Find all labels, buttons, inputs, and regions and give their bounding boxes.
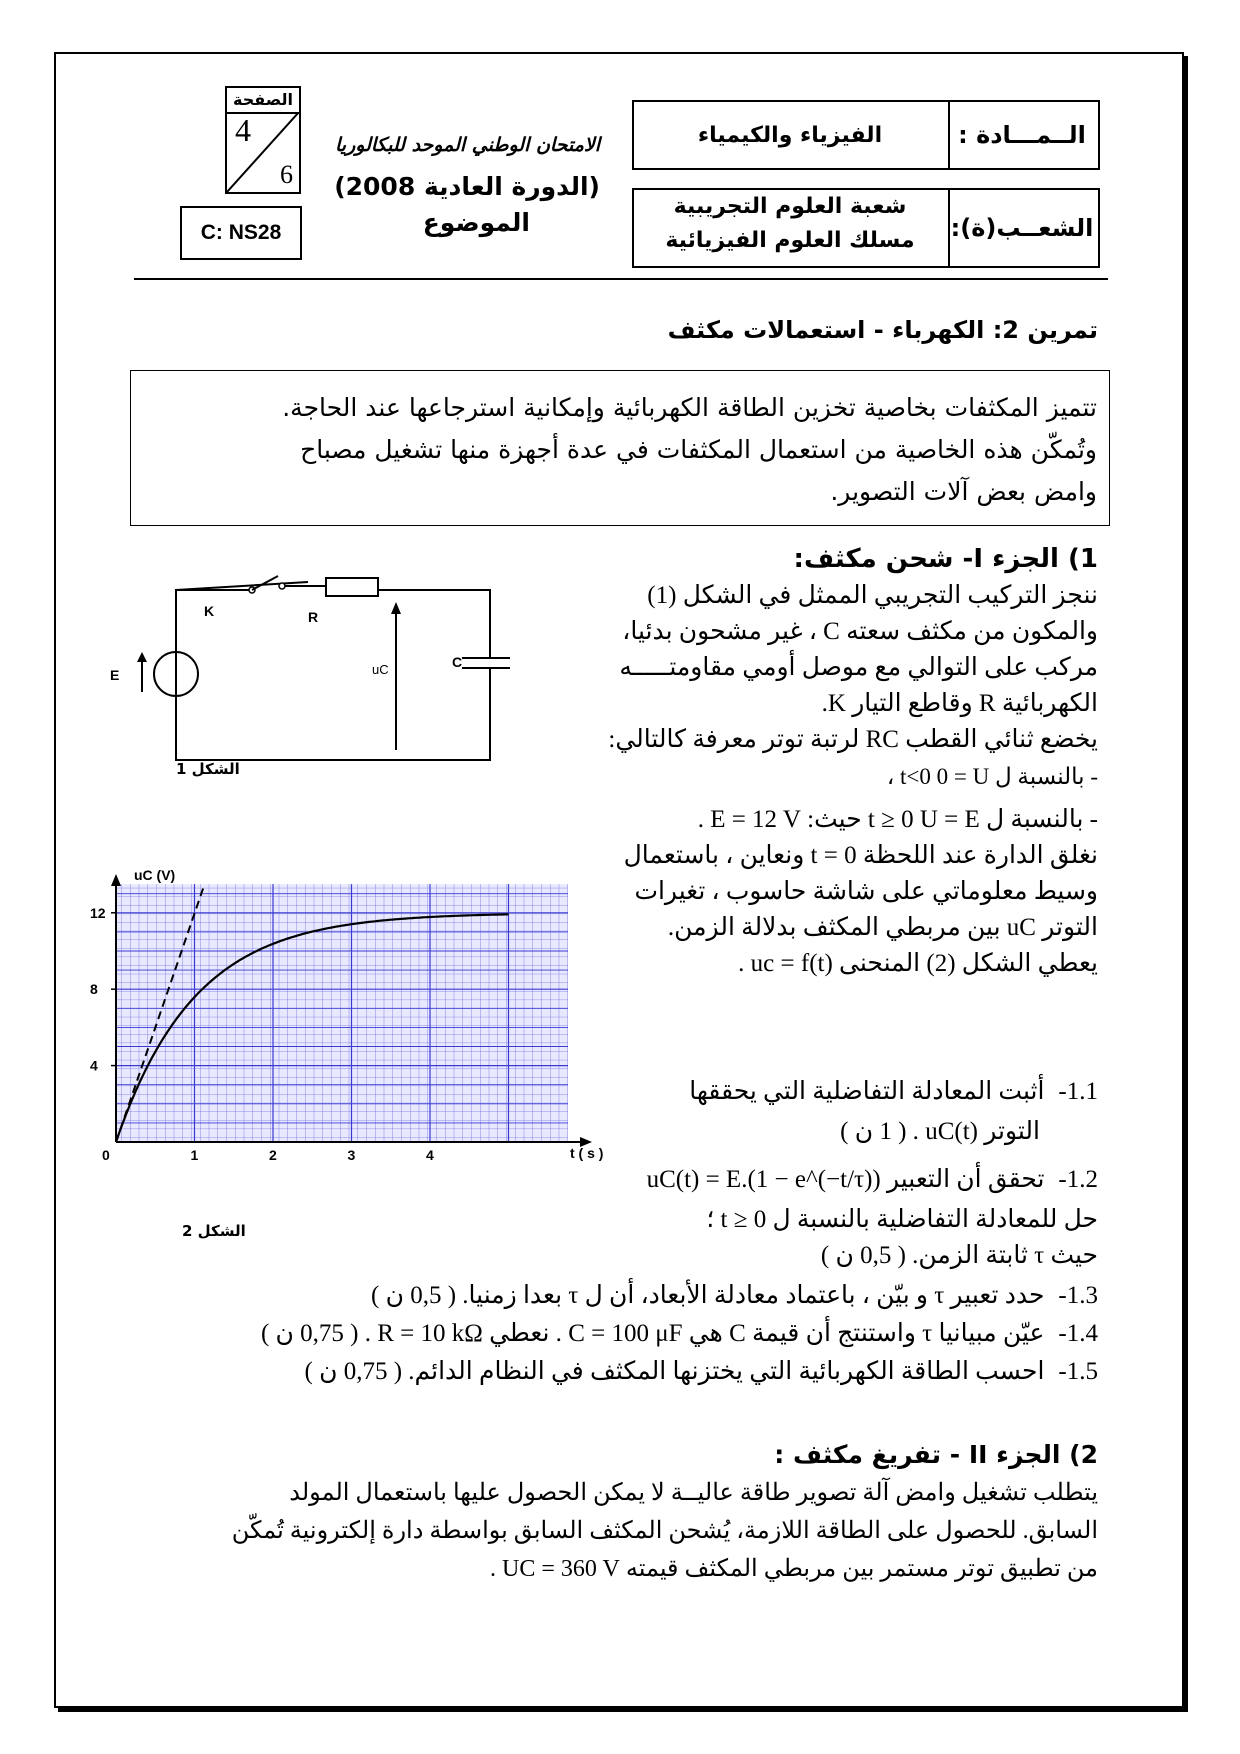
resistor bbox=[326, 578, 378, 596]
page-number-box bbox=[225, 86, 301, 194]
question-1-1 bbox=[689, 1076, 1098, 1106]
question-1-5-text: احسب الطاقة الكهربائية التي يختزنها المكثف في النظام الدائم. ( 0,75 ن ) bbox=[304, 1358, 1045, 1385]
circuit-diagram bbox=[110, 572, 510, 792]
chart-x-tick-label: 3 bbox=[347, 1147, 356, 1163]
question-1-5-num: 1.5- bbox=[1058, 1358, 1098, 1385]
switch-contact-right bbox=[279, 583, 285, 589]
question-1-4-num: 1.4- bbox=[1058, 1320, 1098, 1347]
chart-y-axis-arrow bbox=[111, 874, 121, 886]
page-label: الصفحة bbox=[227, 88, 299, 114]
chart-y-tick-label: 12 bbox=[90, 904, 106, 921]
frame-shadow-right bbox=[1184, 56, 1188, 1712]
header-rule bbox=[134, 278, 1108, 280]
part1-line-1: ننجز التركيب التجريبي الممثل في الشكل (1) bbox=[647, 582, 1098, 609]
part2-title: 2) الجزء II - تفريغ مكثف : bbox=[774, 1440, 1098, 1469]
label-k: K bbox=[204, 603, 215, 619]
part1-line-4: الكهربائية R وقاطع التيار K. bbox=[821, 690, 1098, 717]
page-total: 6 bbox=[280, 160, 293, 189]
part1-line-3: مركب على التوالي مع موصل أومي مقاومتـــــه bbox=[619, 654, 1098, 681]
branch-line1: شعبة العلوم التجريبية bbox=[673, 194, 907, 219]
uc-chart bbox=[60, 862, 620, 1222]
chart-y-axis-label: uC (V) bbox=[134, 867, 176, 883]
question-1-1-cont: التوتر uC(t) . ( 1 ن ) bbox=[840, 1118, 1040, 1145]
chart-y-tick-label: 8 bbox=[90, 981, 98, 998]
question-1-4-text: عيّن مبيانيا τ واستنتج أن قيمة C هي C = 100 μF . نعطي R = 10 kΩ . ( 0,75 ن ) bbox=[260, 1320, 1045, 1347]
part1-line-11: يعطي الشكل (2) المنحنى uc = f(t) . bbox=[738, 950, 1098, 977]
subject-box bbox=[632, 100, 1100, 170]
branch-label: الشعــب(ة): bbox=[950, 214, 1094, 242]
question-1-2-text: تحقق أن التعبير uC(t) = E.(1 − e^(−t/τ)) bbox=[646, 1166, 1045, 1193]
question-1-3 bbox=[371, 1280, 1098, 1310]
chart-y-tick-label: 4 bbox=[90, 1057, 98, 1074]
question-1-3-num: 1.3- bbox=[1058, 1282, 1098, 1309]
label-uc: uC bbox=[372, 662, 389, 677]
question-1-1-text: أثبت المعادلة التفاضلية التي يحققها bbox=[689, 1078, 1045, 1105]
uc-arrow-head bbox=[391, 602, 401, 614]
question-1-2-cont2: حيث τ ثابتة الزمن. ( 0,5 ن ) bbox=[820, 1242, 1098, 1269]
part1-line-8: نغلق الدارة عند اللحظة t = 0 ونعاين ، باستعمال bbox=[623, 842, 1098, 869]
generator-arrow-head bbox=[137, 652, 147, 662]
part1-line-7: - بالنسبة ل t ≥ 0 U = E حيث: E = 12 V . bbox=[697, 806, 1098, 833]
chart-x-tick-label: 2 bbox=[269, 1147, 277, 1163]
question-1-4 bbox=[261, 1318, 1098, 1348]
question-1-2-cont: حل للمعادلة التفاضلية بالنسبة ل t ≥ 0 ؛ bbox=[706, 1206, 1098, 1233]
subject-word: الموضوع bbox=[422, 208, 530, 237]
question-1-3-text: حدد تعبير τ و بيّن ، باعتماد معادلة الأبعاد، أن ل τ بعدا زمنيا. ( 0,5 ن ) bbox=[371, 1282, 1045, 1309]
capacitor-gap bbox=[480, 658, 500, 668]
frame-shadow-bottom bbox=[58, 1708, 1188, 1712]
subject-label: الــمـــادة : bbox=[958, 121, 1086, 149]
exam-session: (الدورة العادية 2008) bbox=[334, 172, 600, 201]
branch-line2: مسلك العلوم الفيزيائية bbox=[665, 228, 915, 253]
subject-value: الفيزياء والكيمياء bbox=[697, 122, 883, 148]
chart-x-axis-label: t ( s ) bbox=[570, 1145, 604, 1161]
exam-code: C: NS28 bbox=[180, 206, 302, 260]
question-1-1-num: 1.1- bbox=[1058, 1078, 1098, 1105]
exercise-title: تمرين 2: الكهرباء - استعمالات مكثف bbox=[667, 316, 1098, 344]
branch-box bbox=[632, 188, 1100, 268]
question-1-2 bbox=[647, 1164, 1098, 1194]
circuit-wire bbox=[176, 590, 490, 760]
label-r: R bbox=[308, 609, 319, 625]
label-e: E bbox=[110, 667, 120, 683]
chart-x-tick-label: 0 bbox=[102, 1147, 110, 1163]
intro-line-1: تتميز المكثفات بخاصية تخزين الطاقة الكهربائية وإمكانية استرجاعها عند الحاجة. bbox=[282, 393, 1097, 422]
chart-x-tick-label: 4 bbox=[426, 1147, 434, 1163]
part2-line-3: من تطبيق توتر مستمر بين مربطي المكثف قيمته UC = 360 V . bbox=[490, 1556, 1098, 1582]
intro-line-3: وامض بعض آلات التصوير. bbox=[830, 477, 1097, 506]
chart-grid-minor bbox=[116, 884, 568, 1142]
question-1-2-num: 1.2- bbox=[1058, 1166, 1098, 1193]
question-1-5 bbox=[305, 1356, 1099, 1386]
label-c: C bbox=[452, 654, 463, 670]
part1-line-2: والمكون من مكثف سعته C ، غير مشحون بدئيا، bbox=[622, 618, 1098, 645]
part1-line-6: - بالنسبة ل t<0 0 = U ، bbox=[886, 764, 1098, 789]
part1-title: 1) الجزء I- شحن مكثف: bbox=[793, 544, 1098, 574]
part1-line-9: وسيط معلوماتي على شاشة حاسوب ، تغيرات bbox=[634, 878, 1098, 905]
part1-line-10: التوتر uC بين مربطي المكثف بدلالة الزمن. bbox=[667, 914, 1098, 941]
part2-line-1: يتطلب تشغيل وامض آلة تصوير طاقة عاليــة لا يمكن الحصول عليها باستعمال المولد bbox=[289, 1480, 1098, 1506]
figure2-caption: الشكل 2 bbox=[182, 1222, 246, 1240]
part2-line-2: السابق. للحصول على الطاقة اللازمة، يُشحن المكثف السابق بواسطة دارة إلكترونية تُمكّن bbox=[231, 1518, 1098, 1544]
chart-x-tick-label: 1 bbox=[190, 1147, 199, 1163]
figure1-caption: الشكل 1 bbox=[176, 760, 240, 778]
intro-line-2: وتُمكّن هذه الخاصية من استعمال المكثفات في عدة أجهزة منها تشغيل مصباح bbox=[300, 435, 1097, 464]
switch-blade bbox=[252, 576, 278, 590]
intro-box bbox=[130, 370, 1110, 526]
part1-line-5: يخضع ثنائي القطب RC لرتبة توتر معرفة كالتالي: bbox=[608, 726, 1098, 753]
page-num: 4 bbox=[235, 112, 251, 148]
exam-title: الامتحان الوطني الموحد للبكالوريا bbox=[335, 134, 600, 156]
